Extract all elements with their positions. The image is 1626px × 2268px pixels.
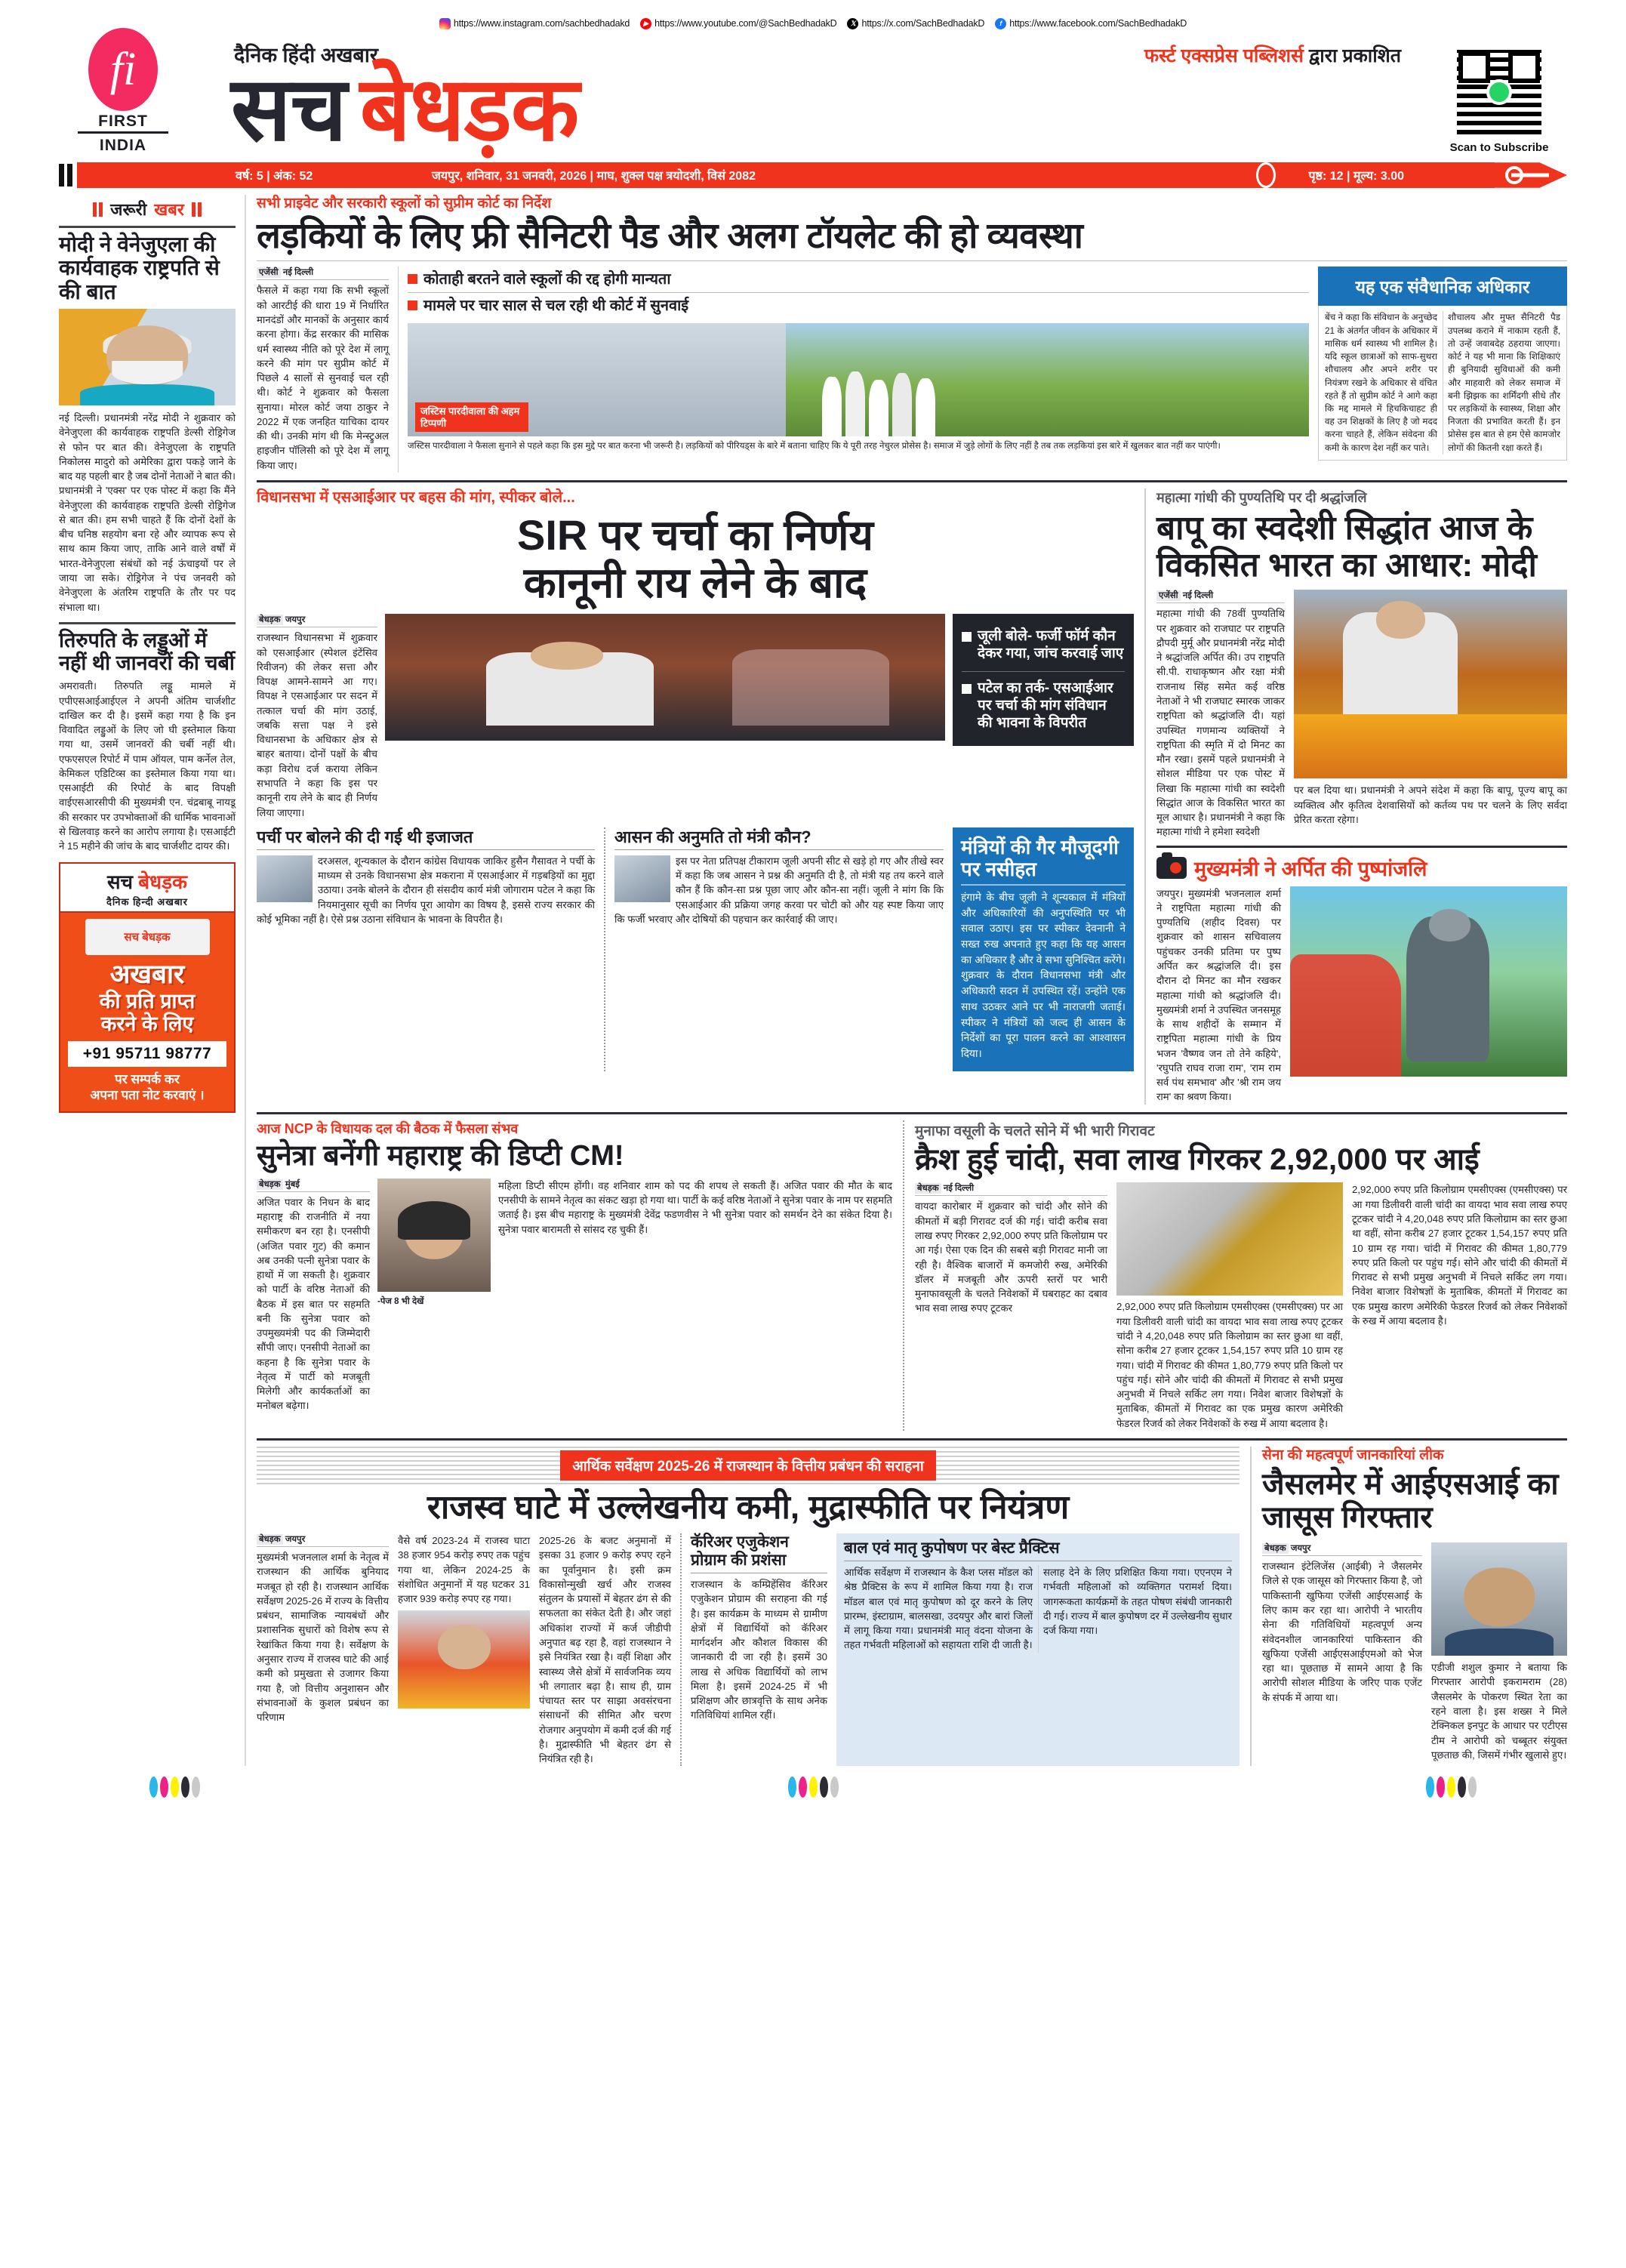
logo-first-text: FIRST: [98, 112, 148, 130]
sir-kicker: विधानसभा में एसआईआर पर बहस की मांग, स्पीकर बोले...: [257, 488, 575, 506]
economy-sub2-title[interactable]: बाल एवं मातृ कुपोषण पर बेस्ट प्रैक्टिस: [844, 1539, 1232, 1561]
constitutional-right-box: [1318, 267, 1567, 472]
tagline-left: दैनिक हिंदी अखबार: [234, 44, 378, 66]
whatsapp-icon: [1486, 79, 1512, 105]
sir-headline-line2[interactable]: कानूनी राय लेने के बाद: [523, 558, 867, 606]
sir-sub2-body: इस पर नेता प्रतिपक्ष टीकाराम जूली अपनी सीट से खड़े हो गए और तीखे स्वर में कहा कि जब आसन ने प्रश्न की अनुमति दी है, तो मंत्री यह तय करने वाले कौन हैं कि कौन-सा प्रश्न पूछा जाए और कौन-सा नहीं। जूली ने मांग कि कि एसआईआर की प्रक्रिया जगह करवा पर चोटी को और यह स्पष्ट किया जाए कि फर्जी भरवाए और दोषियों की पहचान कर कार्रवाई की जाए।: [614, 855, 944, 925]
sir-dark-bullets: [953, 614, 1134, 746]
cmyk-mark-center: [788, 1776, 839, 1798]
pen-nib-icon: [1495, 160, 1567, 190]
date-bar: [59, 160, 1567, 190]
masthead-title-block: [187, 40, 1431, 159]
sir-gandhi-row: [257, 488, 1567, 1105]
gandhi-story: [1144, 488, 1567, 1105]
divider: [59, 226, 236, 228]
facebook-icon: f: [995, 18, 1006, 29]
cmyk-mark-left: [149, 1776, 200, 1798]
date-bar-strip: [77, 162, 1495, 188]
lead-headline[interactable]: लड़कियों के लिए फ्री सैनिटरी पैड और अलग टॉयलेट की हो व्यवस्था: [257, 214, 1083, 255]
ad-line2: की प्रति प्राप्त: [99, 989, 196, 1012]
left-story2-body: अमरावती। तिरुपति लड्डू मामले में एपीएसआईआईएल ने अपनी अंतिम चार्जशीट दाखिल कर दी है। इसमें कहा गया है कि इन विवादित लड्डुओं के लिए जो घी इस्तेमाल किया गया था, उसमें जानवरों की चर्बी नहीं थी। एफएसएल रिपोर्ट में पाम ऑयल, पाम कर्नेल तेल, केमिकल एडिटिव्स का इस्तेमाल किया गया था। एसआईटी की रिपोर्ट के बाद विपक्षी वाईएसआरसीपी की मुख्यमंत्री एन. चंद्रबाबू नायडू की सरकार पर उपभोक्ताओं की धार्मिक भावनाओं से खिलवाड़ करने का आरोप लगाया है। एसआईटी ने 15 महीने की जांच के बाद चार्जशीट दायर की।: [59, 680, 236, 852]
ad-foot1: पर सम्पर्क कर: [115, 1072, 180, 1087]
facebook-url: https://www.facebook.com/SachBedhadakD: [1009, 18, 1187, 29]
published-by-text: द्वारा प्रकाशित: [1308, 45, 1401, 66]
economy-byline: [257, 1533, 389, 1547]
instagram-url: https://www.instagram.com/sachbedhadakd: [453, 18, 630, 29]
left-bars-icon: [93, 202, 103, 217]
masthead: [59, 33, 1567, 159]
sir-story: [257, 488, 1134, 1105]
newspaper-name: [208, 60, 1431, 159]
sidebox-body: [1318, 306, 1567, 460]
fi-monogram: fi: [109, 43, 137, 95]
economy-story: [257, 1447, 1240, 1767]
ad-brand-header: [60, 864, 234, 913]
ad-phone-number[interactable]: +91 95711 98777: [68, 1041, 226, 1067]
maha-note: -पेज 8 भी देखें: [377, 1296, 424, 1306]
social-link-instagram[interactable]: [439, 18, 630, 29]
sir-sub3-blue-panel: [953, 827, 1134, 1071]
gold-byline-agency: बेधड़क: [915, 1183, 941, 1194]
gold-story: [903, 1120, 1567, 1431]
constitutional-right-box-inner: [1318, 267, 1567, 306]
economy-sub1-title[interactable]: कॅरिअर एजुकेशन प्रोग्राम की प्रशंसा: [691, 1533, 827, 1573]
section-divider-2: [257, 1112, 1567, 1114]
gold-col2: 2,92,000 रुपए प्रति किलोग्राम एमसीएक्स (एमसीएक्स) पर आ गया डिलीवरी वाली चांदी का वायदा भाव सवा लाख रुपए टूटकर चांदी ने 4,20,048 रुपए प्रति किलोग्राम का स्तर छुआ था वहीं, सोना करीब 27 हजार टूटकर 1,54,157 रुपए प्रति 10 ग्राम रह गया। चांदी में गिरावट की कीमत 1,80,779 रुपए प्रति किलो पर पहुंच गई। सोने और चांदी की कीमतों में गिरावट से सभी प्रमुख अनुभवी में निचले सर्किट लग गया। निवेश बाजार विशेषज्ञों के मुताबिक, कीमतों में गिरावट का एक प्रमुख कारण अमेरिकी फेडरल रिजर्व को लेकर निवेशकों के रुख में आया बदलाव है।: [1116, 1301, 1343, 1429]
cm-title[interactable]: मुख्यमंत्री ने अर्पित की पुष्पांजलि: [1194, 857, 1427, 880]
lead-body: फैसले में कहा गया कि सभी स्कूलों को आरटीई की धारा 19 में निर्धारित मानदंडों और मानकों के अनुसार कार्य करना होगा। केंद्र सरकार की मासिक धर्म स्वास्थ्य नीति को पूरे देश में लागू करने की मांग पर सुप्रीम कोर्ट में पिछले 4 सालों से सुनवाई चल रही थी। कोर्ट ने शुक्रवार को फैसला सुनाया। मोरल कोर्ट जया ठाकुर ने 2022 में एक जनहित याचिका दायर की थी। उनकी मांग थी कि मेन्स्ट्रुअल हाइजीन पॉलिसी को पूरे देश में लागू किया जाए।: [257, 285, 389, 471]
section-title-part2: खबर: [154, 200, 184, 219]
left-sidebar-column: [59, 195, 246, 1766]
sir-sub2-title[interactable]: आसन की अनुमति तो मंत्री कौन?: [614, 827, 944, 850]
logo-divider: [78, 131, 168, 134]
economy-sub2-col2: सलाह देने के लिए प्रशिक्षित किया गया। एएनएम ने गर्भवती महिलाओं को व्यक्तिगत परामर्श दिया। जागरूकता कार्यक्रमों के तहत पोषण संबंधी जानकारी दी गई। राज्य में बाल कुपोषण दर में उल्लेखनीय सुधार दर्ज किया गया।: [1043, 1567, 1232, 1637]
first-india-logo[interactable]: [59, 28, 187, 154]
subscription-ad[interactable]: [59, 862, 236, 1112]
gold-headline[interactable]: क्रैश हुई चांदी, सवा लाख गिरकर 2,92,000 पर आई: [915, 1142, 1480, 1176]
economy-band-wrap: [257, 1447, 1240, 1484]
modi-portrait-photo: [59, 309, 236, 405]
assembly-session-photo: [385, 614, 945, 741]
accused-portrait-photo: [1431, 1542, 1567, 1656]
spy-byline: [1262, 1542, 1422, 1556]
title-bedhadak: बेधड़क: [359, 60, 579, 159]
lead-byline-place: नई दिल्ली: [282, 268, 314, 278]
cm-body: जयपुर। मुख्यमंत्री भजनलाल शर्मा ने राष्ट्रपिता महात्मा गांधी की पुण्यतिथि (शहीद दिवस) पर शुक्रवार को शासन सचिवालय पहुंचकर उनकी प्रतिमा पर पुष्प अर्पित कर श्रद्धांजलि दी। इस दौरान दो मिनट का मौन रखकर महात्मा गांधी को श्रद्धांजलि दी। मुख्यमंत्री शर्मा ने उपस्थित जनसमूह के साथ शहीदों के सम्मान में राष्ट्रपिता महात्मा गांधी के प्रिय भजन 'वैष्णव जन तो तेने कहिये', 'रघुपति राघव राजा राम', 'राम राम सर्व पंथ समभाव' और 'श्री राम जय राम' का श्रवण किया।: [1156, 887, 1281, 1103]
economy-byline-place: जयपुर: [285, 1535, 306, 1545]
gandhi-byline-agency: एजेंसी: [1156, 590, 1181, 601]
economy-body1: मुख्यमंत्री भजनलाल शर्मा के नेतृत्व में राजस्थान की आर्थिक बुनियाद मजबूत हो रही है। राजस्थान आर्थिक सर्वेक्षण 2025-26 में राज्य के वित्तीय प्रबंधन, सामाजिक न्यायबंधों और प्रशासनिक सुधारों को विशेष रूप से रेखांकित किया गया है। सर्वेक्षण के अनुसार राज्य में राजस्व घाटे की आई कमी को प्रमुखता से उजागर किया गया है, जो वित्तीय अनुशासन और संभावनाओं के कुशल प्रबंधन का परिणाम: [257, 1552, 389, 1724]
ad-subtitle: दैनिक हिन्दी अखबार: [106, 896, 188, 908]
gold-col1: वायदा कारोबार में शुक्रवार को चांदी और सोने की कीमतों में बड़ी गिरावट दर्ज की गई। चांदी करीब सवा लाख रुपए गिरकर 2,92,000 रुपए प्रति किलोग्राम पर आ गई। ऐसा एक दिन की सबसे बड़ी गिरावट मानी जा रही है। वैश्विक बाजारों में कमजोरी रुख, अमेरिकी डॉलर में मजबूती और ऊपरी स्तरों पर भारी मुनाफावसूली के चलते निवेशकों में घबराहट का दबाव भाव सवा लाख रुपए टूटकर: [915, 1200, 1107, 1314]
gold-col3: 2,92,000 रुपए प्रति किलोग्राम एमसीएक्स (एमसीएक्स) पर आ गया डिलीवरी वाली चांदी का वायदा भाव सवा लाख रुपए टूटकर चांदी ने 4,20,048 रुपए प्रति किलोग्राम का स्तर छुआ था वहीं, सोना करीब 27 हजार टूटकर 1,54,157 रुपए प्रति 10 ग्राम रह गया। चांदी में गिरावट की कीमत 1,80,779 रुपए प्रति किलो पर पहुंच गई। सोने और चांदी की कीमतों में गिरावट से सभी प्रमुख अनुभवी में निचले सर्किट लग गया। निवेश बाजार विशेषज्ञों के मुताबिक, कीमतों में गिरावट का एक प्रमुख कारण अमेरिकी फेडरल रिजर्व को लेकर निवेशकों के रुख में आया बदलाव है।: [1352, 1184, 1567, 1327]
sir-sub1-title[interactable]: पर्ची पर बोलने की दी गई थी इजाजत: [257, 827, 595, 850]
lead-kicker: सभी प्राइवेट और सरकारी स्कूलों को सुप्रीम कोर्ट का निर्देश: [257, 196, 552, 211]
gold-byline: [915, 1182, 1107, 1196]
ad-body: [60, 913, 234, 1111]
title-sach: सच: [231, 60, 346, 159]
sidebox-title: यह एक संवैधानिक अधिकार: [1318, 267, 1567, 306]
economy-sub2-panel: [836, 1533, 1240, 1766]
ad-line1: अखबार: [109, 960, 185, 990]
ad-brand-line: [62, 867, 233, 895]
gandhi-headline[interactable]: बापू का स्वदेशी सिद्धांत आज के विकसित भारत का आधार: मोदी: [1156, 509, 1537, 584]
zakir-hussain-photo: [257, 855, 313, 902]
sir-bullet-1: [962, 624, 1125, 667]
qr-caption: Scan to Subscribe: [1449, 141, 1549, 154]
section-divider-3: [257, 1438, 1567, 1441]
economy-sub1-body: राजस्थान के कम्प्रिहेंसिव कॅरिअर एजुकेशन प्रोग्राम की सराहना की गई है। इस कार्यक्रम के माध्यम से ग्रामीण क्षेत्रों में विद्यार्थियों को कॅरिअर मार्गदर्शन और कौशल विकास की जानकारी दी जा रही है। इसमें 30 लाख से अधिक विद्यार्थियों को लाभ मिला है। इसमें 2024-25 में भी प्रशिक्षण और छात्रवृत्ति के साथ अनेक गतिविधियां शामिल रहीं।: [691, 1578, 827, 1721]
sidebox-col1: बेंच ने कहा कि संविधान के अनुच्छेद 21 के अंतर्गत जीवन के अधिकार में मासिक धर्म स्वास्थ्य भी शामिल है। यदि स्कूल छात्राओं को साफ-सुथरा शौचालय और अपने शरीर पर नियंत्रण रखने के अधिकार से वंचित रहते हैं तो सुप्रीम कोर्ट ने आगे कहा कि मद्द मामले में हिचकिचाहट ही वह उन शिक्षकों के लिए है जो मदद करना चाहते हैं, लेकिन संवेदना की कमी के कारण देश नहीं कर पाते।: [1325, 312, 1437, 453]
sir-sub1-body: दरअसल, शून्यकाल के दौरान कांग्रेस विधायक जाकिर हुसैन गैसावत ने पर्ची के माध्यम से उनके विधानसभा क्षेत्र मकराना में एसआईआर में गड़बड़ियों का मुद्दा उठाया। उनके बोलने के दौरान ही संसदीय कार्य मंत्री जोगाराम पटेल ने कहा कि नियमानुसार सूची का निर्णय पूरा आयोग का विषय है, इससे राज्य सरकार की कोई भूमिका नहीं है। ऐसे प्रश्न उठाना संविधान के भावना के विपरीत है।: [257, 855, 595, 925]
economy-body2: वैसे वर्ष 2023-24 में राजस्व घाटा 38 हजार 954 करोड़ रुपए तक पहुंच गया था, लेकिन 2024-25 के संशोधित अनुमानों में यह घटकर 31 हजार 939 करोड़ रुपए रह गया।: [398, 1535, 530, 1605]
gandhi-statue-photo: [1290, 886, 1567, 1077]
qr-code-image[interactable]: [1455, 48, 1544, 137]
spy-story: [1250, 1447, 1567, 1767]
registration-marks: [59, 1766, 1567, 1798]
section-title-part1: जरूरी: [110, 200, 147, 219]
economy-spy-row: [257, 1447, 1567, 1767]
lead-bullet-2-text: मामले पर चार साल से चल रही थी कोर्ट में सुनवाई: [423, 297, 689, 315]
tagline-right: [1144, 42, 1401, 68]
lead-photo-credit: जस्टिस पारदीवाला ने फैसला सुनाने से पहले कहा कि इस मुद्दे पर बात करना भी जरूरी है। लड़कियों को पीरियड्स के बारे में बताना चाहिए कि ये पूरी तरह नेचुरल प्रोसेस है। समाज में जुड़े लोगों के लिए नहीं है तब तक लड़कियां इस बारे में खुलकर बात नहीं कर पाएंगी।: [408, 441, 1221, 451]
spy-byline-agency: बेधड़क: [1262, 1543, 1289, 1554]
date-bar-circle: [1256, 162, 1276, 188]
left-story1-body: नई दिल्ली। प्रधानमंत्री नरेंद्र मोदी ने शुक्रवार को वेनेजुएला की कार्यवाहक राष्ट्रपति डेल्सी रोड्रिगेज से फोन पर बात की। वेनेजुएला के राष्ट्रपति निकोलस मादुरो को अमेरिका द्वारा पकड़े जाने के बाद यह पहली बार है जब दोनों नेताओं ने बात की। प्रधानमंत्री ने 'एक्स' पर एक पोस्ट में कहा कि मैंने वेनेजुएला की कार्यवाहक राष्ट्रपति डेल्सी रोड्रिगेज से बात की। हम सभी चाहते हैं कि दोनों देशों के बीच घनिष्ठ सहयोग बना रहे और व्यापक रूप से साथ काम किया जाए, ताकि आने वाले वर्षों में भारत-वेनेजुएला संबंधों को नई ऊंचाइयों पर ले जाया जा सके। रोड्रिगेज ने पंच जनवरी को वेनेजुएला के अंतरिम राष्ट्रपति के तौर पर पद संभाला था।: [59, 412, 236, 613]
ad-newspaper-image: सच बेधड़क: [85, 919, 210, 955]
camera-icon: [1156, 857, 1187, 879]
right-bars-icon: [192, 202, 202, 217]
lead-story: [257, 195, 1567, 473]
spy-byline-place: जयपुर: [1290, 1544, 1311, 1554]
cmyk-mark-right: [1426, 1776, 1477, 1798]
sir-body: राजस्थान विधानसभा में शुक्रवार को एसआईआर (स्पेशल इंटेंसिव रिवीजन) की लेकर सत्ता और विपक्ष आमने-सामने आ गए। विपक्ष ने एसआईआर पर सदन में तत्काल चर्चा की मांग उठाई, जबकि सत्ता पक्ष ने इसे विधानसभा के अधिकार क्षेत्र से बाहर बताया। दोनों पक्षों के बीच कड़ा विरोध दर्ज कराया लेकिन सभापति ने कहा कि इस पर कानूनी राय लेने के बाद ही निर्णय लिया जाएगा।: [257, 632, 377, 818]
pages-price: पृष्ठ: 12 | मूल्य: 3.00: [1308, 170, 1404, 183]
maha-kicker: आज NCP के विधायक दल की बैठक में फैसला संभव: [257, 1120, 519, 1136]
youtube-url: https://www.youtube.com/@SachBedhadakD: [654, 18, 837, 29]
sir-bullet-2: [962, 676, 1125, 735]
sir-byline-place: जयपुर: [285, 615, 306, 625]
volume-issue: वर्ष: 5 | अंक: 52: [236, 170, 313, 183]
maharashtra-gold-row: [257, 1120, 1567, 1431]
lead-photo-caption: जस्टिस पारदीवाला की अहम टिप्पणी: [415, 402, 528, 432]
gandhi-byline: [1156, 590, 1285, 603]
sir-bullet-2-text: पटेल का तर्क- एसआईआर पर चर्चा की मांग संविधान की भावना के विपरीत: [978, 679, 1113, 731]
instagram-icon: [439, 18, 451, 29]
main-column: [246, 195, 1567, 1766]
gold-silver-bars-photo: [1116, 1182, 1343, 1296]
sir-bullet-1-text: जूली बोले- फर्जी फॉर्म कौन देकर गया, जांच करवाई जाए: [978, 628, 1124, 662]
jaruri-khabar-header: [59, 195, 236, 223]
ad-line3: करने के लिए: [100, 1012, 194, 1035]
maha-byline-place: मुंबई: [285, 1179, 300, 1189]
logo-india-text: INDIA: [99, 136, 147, 154]
spy-kicker: सेना की महत्वपूर्ण जानकारियां लीक: [1262, 1447, 1444, 1463]
left-story2-headline[interactable]: तिरुपति के लड्डुओं में नहीं थी जानवरों की चर्बी: [59, 628, 235, 675]
modi-rajghat-photo: [1294, 590, 1567, 778]
cm-bhajanlal-photo: [398, 1610, 530, 1709]
maha-body-left: अजित पवार के निधन के बाद महाराष्ट्र की राजनीति में नया समीकरण बन रहा है। एनसीपी (अजित पवार गुट) की कमान अब उनकी पत्नी सुनेत्रा पवार के हाथों में जा सकती है। शुक्रवार को पार्टी के वरिष्ठ नेताओं की बैठक में इस बात पर सहमति बनी कि सुनेत्रा पवार को उपमुख्यमंत्री पद की जिम्मेदारी सौंपी जाए। एनसीपी नेताओं का कहना है कि सुनेत्रा पवार के नेतृत्व में पार्टी को मजबूती मिलेगी और कार्यकर्ताओं का मनोबल बढ़ेगा।: [257, 1196, 370, 1412]
page-content: [59, 195, 1567, 1766]
ad-foot2: अपना पता नोट करवाएं ।: [90, 1088, 205, 1103]
divider: [59, 622, 236, 624]
sir-sub3-body: हंगामे के बीच जूली ने शून्यकाल में मंत्रियों और अधिकारियों की अनुपस्थिति पर भी सवाल उठाए। इस पर स्पीकर देवनानी ने सख्त रुख अपनाते हुए कहा कि यह आसन का अधिकार है और वे सभा सुनिश्चित करेंगे। शुक्रवार के दौरान विधानसभा मंत्री और अधिकारी सदन में उपस्थित रहें। उन्होंने एक साथ उठकर आने पर भी नाराजगी जताई। स्पीकर ने मंत्रियों को जल्द ही आसन के निर्देशों का पूरा पालन करने का आश्वासन दिया।: [961, 892, 1126, 1059]
sir-sub3-title: मंत्रियों की गैर मौजूदगी पर नसीहत: [961, 837, 1126, 886]
economy-headline[interactable]: राजस्व घाटे में उल्लेखनीय कमी, मुद्रास्फीति पर नियंत्रण: [427, 1488, 1070, 1526]
maha-byline-agency: बेधड़क: [257, 1179, 283, 1190]
sir-headline-line1[interactable]: SIR पर चर्चा का निर्णय: [517, 510, 873, 559]
lead-bullet-2: [408, 293, 1309, 319]
date-bar-ticks: [59, 164, 72, 186]
gold-kicker: मुनाफा वसूली के चलते सोने में भी भारी गिरावट: [915, 1123, 1155, 1139]
publisher-name: फर्स्ट एक्सप्रेस पब्लिशर्स: [1144, 45, 1304, 66]
cm-header: [1156, 851, 1567, 886]
spy-body2: एडीजी शशुल कुमार ने बताया कि गिरफ्तार आरोपी इकरामराम (28) जैसलमेर के पोकरण स्थित रेता का रहने वाला है। इस शख्स ने मिले टेक्निकल इनपुट के आधार पर एटीएस टीम ने आरोपी को चब्बूतर संयुक्त पूछताछ की, जिसमें गंभीर खुलासे हुए।: [1431, 1662, 1567, 1761]
economy-sub2-col1: आर्थिक सर्वेक्षण में राजस्थान के कैश प्लस मॉडल को श्रेष्ठ प्रैक्टिस के रूप में शामिल किया गया है। राज मॉडल बाल एवं मातृ कुपोषण को दूर करने के लिए प्रारम्भ, इंस्टाग्राम, बालसखा, उदयपुर और बारां जिलों में लागू किया गया। प्रधानमंत्री मातृ वंदना योजना के तहत गर्भवती महिलाओं को सहायता राशि दी जाती है।: [844, 1567, 1033, 1651]
spy-body: राजस्थान इंटेलिजेंस (आईबी) ने जैसलमेर जिले से एक जासूस को गिरफ्तार किया है, जो पाकिस्तानी खुफिया एजेंसी आईएसआई के लिए काम कर रहा था। आरोपी ने भारतीय सेना की गतिविधियों महत्वपूर्ण अन्य संवेदनशील जानकारियां पाकिस्तान की खुफिया एजेंसी आईएसआईएमओ को भेज रहा था। पूछताछ में सामने आया है कि आरोपी सोशल मीडिया के जरिए पाक एजेंट के संपर्क में आया था।: [1262, 1561, 1422, 1703]
ad-brand-sach: सच: [106, 871, 134, 894]
gandhi-body-right: पर बल दिया था। प्रधानमंत्री ने अपने संदेश में कहा कि बापू, पूज्य बापू का व्यक्तित्व और कृतित्व देशवासियों को कर्तव्य पथ पर चलने के लिए सर्वदा प्रेरित करता रहेगा।: [1294, 784, 1567, 825]
economy-band: आर्थिक सर्वेक्षण 2025-26 में राजस्थान के वित्तीय प्रबंधन की सराहना: [560, 1450, 936, 1481]
x-url: https://x.com/SachBedhadakD: [861, 18, 985, 29]
social-link-youtube[interactable]: [640, 18, 836, 29]
sir-byline-agency: बेधड़क: [257, 615, 283, 625]
left-story1-headline[interactable]: मोदी ने वेनेजुएला की कार्यवाहक राष्ट्रपति से की बात: [59, 233, 220, 304]
gandhi-kicker: महात्मा गांधी की पुण्यतिथि पर दी श्रद्धांजलि: [1156, 489, 1367, 505]
lead-bullet-1-text: कोताही बरतने वाले स्कूलों की रद्द होगी मान्यता: [423, 271, 671, 288]
x-icon: 𝕏: [847, 18, 858, 29]
lead-byline: [257, 267, 389, 280]
maha-byline: [257, 1179, 370, 1192]
supreme-court-schoolgirls-photo: [408, 323, 1309, 436]
spy-headline[interactable]: जैसलमेर में आईएसआई का जासूस गिरफ्तार: [1262, 1467, 1559, 1535]
ad-brand-bedhadak: बेधड़क: [138, 871, 188, 894]
tikaram-julie-photo: [614, 855, 670, 902]
social-links-bar: [59, 14, 1567, 33]
sidebox-col2: शौचालय और मुफ्त सैनिटरी पैड उपलब्ध कराने में नाकाम रहती हैं, तो उन्हें जवाबदेह ठहराया जाएगा। कोर्ट ने यह भी माना कि शिक्षिकाएं ही बुनियादी सुविधाओं की कमी और माहवारी को लेकर समाज में बनी झिझक का शर्मिंदगी सीधे तौर पर लड़कियों के स्वास्थ्य, शिक्षा और निजता की प्रभावित करती हैं। इन प्रोसेस इस बात से हम ऐसे कामजोर लोगों की कितनी रक्षा करते हैं।: [1448, 312, 1560, 453]
gandhi-body-left: महात्मा गांधी की 78वीं पुण्यतिथि पर शुक्रवार को राजघाट पर राष्ट्रपति द्रौपदी मुर्मू और प्रधानमंत्री नरेंद्र मोदी ने श्रद्धांजलि अर्पित की। उप राष्ट्रपति सी.पी. राधाकृष्णन और रक्षा मंत्री राजनाथ सिंह समेत कई वरिष्ठ नेताओं ने भी राजघाट स्मारक जाकर राष्ट्रपिता को श्रद्धांजलि दी। यहां उपस्थित गणमान्य व्यक्तियों ने राष्ट्रपिता की स्मृति में दो मिनट का मौन रखा। इसमें पहले प्रधानमंत्री ने सोशल मीडिया पर एक पोस्ट में लिखा कि महात्मा गांधी का स्वदेशी सिद्धांत आज के विकसित भारत का मूल आधार है। प्रधानमंत्री ने कहा कि महात्मा गांधी ने हमेशा स्वदेशी: [1156, 608, 1285, 838]
cm-pushpanjali-story: [1156, 851, 1567, 1105]
qr-subscribe-block[interactable]: [1431, 48, 1567, 154]
sir-byline: [257, 614, 377, 627]
gandhi-byline-place: नई दिल्ली: [1182, 591, 1214, 601]
gold-byline-place: नई दिल्ली: [943, 1184, 975, 1194]
lead-byline-agency: एजेंसी: [257, 267, 281, 278]
social-link-facebook[interactable]: [995, 18, 1187, 29]
publication-date: जयपुर, शनिवार, 31 जनवरी, 2026 | माघ, शुक्ल पक्ष त्रयोदशी, विसं 2082: [432, 170, 756, 183]
economy-byline-agency: बेधड़क: [257, 1534, 283, 1545]
maha-headline[interactable]: सुनेत्रा बनेंगी महाराष्ट्र की डिप्टी CM!: [257, 1140, 624, 1173]
social-link-x[interactable]: [847, 18, 984, 29]
logo-oval-mark: [88, 28, 158, 111]
section-divider: [257, 480, 1567, 482]
sunetra-pawar-photo: [377, 1179, 491, 1292]
economy-body3: 2025-26 के बजट अनुमानों में इसका 31 हजार 9 करोड़ रुपए रहने का पूर्वानुमान है। इसी क्रम विकासोन्मुखी खर्च और राजस्व संतुलन के प्रयासों में बेहतर ढंग से की सफलता का संकेत देती है। और जहां अधिकांश राज्यों में कर्ज जीडीपी अनुपात बढ़ रहा है, वहां राजस्थान ने इसे नियंत्रित रखा है। वहीं शिक्षा और स्वास्थ्य जैसे क्षेत्रों में सार्वजनिक व्यय भी लगातार बढ़ा है। साथ ही, ग्राम पंचायत स्तर पर साझा अवसंरचना संसाधनों की सीमित और चरण रोजगार अनुपयोग में कमी दर्ज की गई है। मुद्रास्फीति भी बेहतर ढंग से नियंत्रित रही है।: [539, 1535, 671, 1765]
lead-bullet-1: [408, 267, 1309, 292]
sir-sub1: [257, 827, 595, 1071]
sir-sub2: [604, 827, 944, 1071]
maha-body-right: महिला डिप्टी सीएम होंगी। वह शनिवार शाम को पद की शपथ ले सकती हैं। अजित पवार की मौत के बाद एनसीपी के सामने नेतृत्व का संकट खड़ा हो गया था। पार्टी के कई वरिष्ठ नेताओं ने सुनेत्रा पवार के नाम पर सहमति जताई है। इस बीच महाराष्ट्र के मुख्यमंत्री देवेंद्र फडणवीस ने भी सुनेत्रा पवार को समर्थन देने का संकेत दिया है। सुनेत्रा पवार बारामती से सांसद रह चुकी हैं।: [498, 1179, 892, 1235]
maharashtra-story: [257, 1120, 892, 1431]
youtube-icon: ▶: [640, 18, 651, 29]
